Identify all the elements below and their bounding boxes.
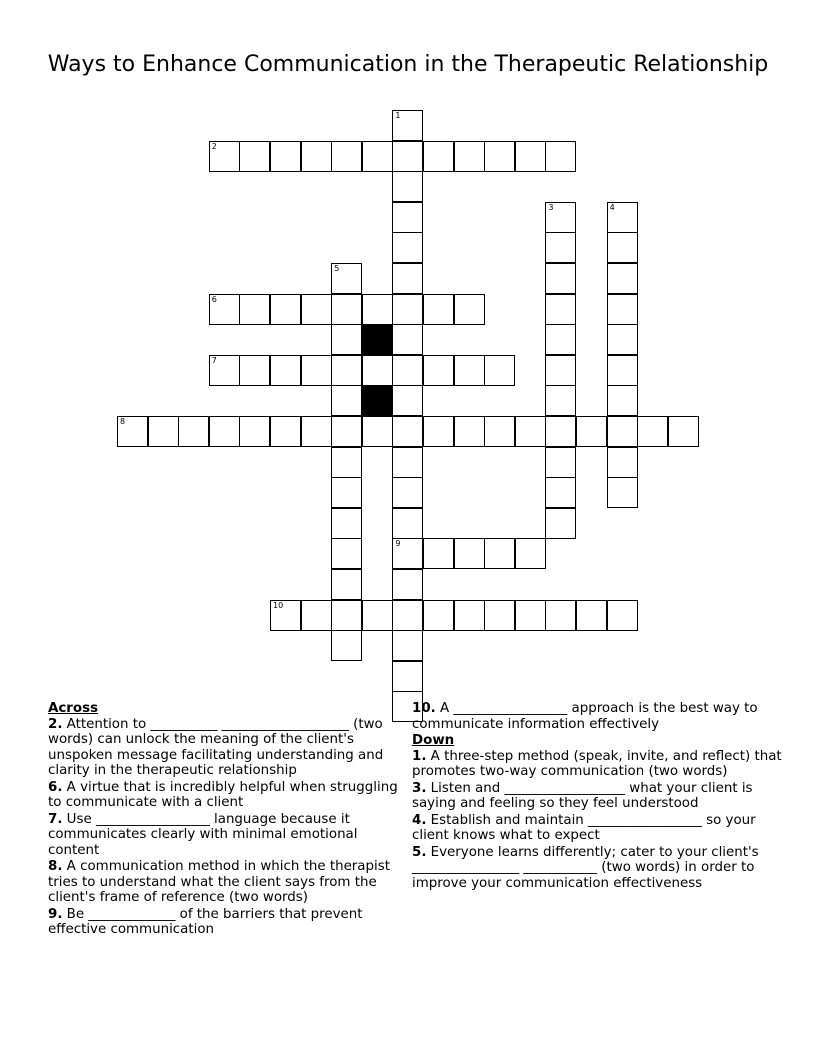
grid-cell[interactable] xyxy=(607,416,638,447)
grid-cell[interactable] xyxy=(454,294,485,325)
grid-cell[interactable] xyxy=(545,416,576,447)
grid-cell[interactable] xyxy=(392,355,423,386)
grid-cell[interactable] xyxy=(392,202,423,233)
grid-cell[interactable] xyxy=(392,232,423,263)
grid-cell[interactable] xyxy=(545,600,576,631)
grid-cell[interactable] xyxy=(209,355,240,386)
grid-cell[interactable] xyxy=(331,600,362,631)
grid-cell[interactable] xyxy=(362,416,393,447)
grid-cell[interactable] xyxy=(545,263,576,294)
grid-cell[interactable] xyxy=(392,477,423,508)
grid-cell[interactable] xyxy=(392,661,423,692)
grid-cell[interactable] xyxy=(545,477,576,508)
grid-cell[interactable] xyxy=(545,508,576,539)
clue-across-2 xyxy=(48,717,408,779)
grid-cell[interactable] xyxy=(270,141,301,172)
across-heading: Across xyxy=(48,701,99,716)
grid-cell[interactable] xyxy=(301,294,332,325)
grid-cell[interactable] xyxy=(270,600,301,631)
clue-number: 5. xyxy=(412,844,427,860)
grid-cell[interactable] xyxy=(239,294,270,325)
clue-down-1 xyxy=(412,749,782,780)
clue-text: Attention to __________ ___________________ (two words) can unlock the meaning of the client's unspoken message facilitating understanding and clarity in the therapeutic relationship xyxy=(48,716,384,778)
grid-cell[interactable] xyxy=(607,324,638,355)
clue-text: A three-step method (speak, invite, and reflect) that promotes two-way communication (two words) xyxy=(412,748,782,779)
grid-cell[interactable] xyxy=(454,416,485,447)
clue-text: Be _____________ of the barriers that prevent effective communication xyxy=(48,906,363,937)
grid-cell[interactable] xyxy=(454,600,485,631)
grid-cell[interactable] xyxy=(607,447,638,478)
grid-cell[interactable] xyxy=(576,416,607,447)
clue-number: 2. xyxy=(48,716,63,732)
grid-cell[interactable] xyxy=(392,447,423,478)
clue-across-6 xyxy=(48,780,408,811)
clue-across-8 xyxy=(48,859,408,906)
grid-cell[interactable] xyxy=(484,600,515,631)
grid-clue-number: 10 xyxy=(273,600,284,610)
grid-cell[interactable] xyxy=(423,355,454,386)
grid-cell[interactable] xyxy=(607,294,638,325)
grid-cell[interactable] xyxy=(423,141,454,172)
clue-number: 7. xyxy=(48,811,63,827)
grid-cell[interactable] xyxy=(301,416,332,447)
grid-cell[interactable] xyxy=(607,232,638,263)
grid-cell[interactable] xyxy=(148,416,179,447)
grid-cell[interactable] xyxy=(331,294,362,325)
grid-cell[interactable] xyxy=(545,141,576,172)
grid-cell[interactable] xyxy=(545,385,576,416)
clue-number: 10. xyxy=(412,701,436,716)
grid-cell[interactable] xyxy=(484,355,515,386)
grid-clue-number: 4 xyxy=(609,202,615,212)
grid-cell[interactable] xyxy=(392,263,423,294)
grid-clue-number: 9 xyxy=(395,539,401,549)
grid-cell[interactable] xyxy=(545,355,576,386)
grid-cell[interactable] xyxy=(607,600,638,631)
clue-number: 9. xyxy=(48,906,63,922)
clues-left-column xyxy=(48,701,408,939)
grid-clue-number: 8 xyxy=(120,417,126,426)
grid-cell[interactable] xyxy=(423,294,454,325)
clue-number: 1. xyxy=(412,748,427,764)
grid-cell[interactable] xyxy=(637,416,668,447)
grid-cell[interactable] xyxy=(545,294,576,325)
grid-block xyxy=(362,324,393,355)
grid-clue-number: 2 xyxy=(211,141,217,151)
grid-cell[interactable] xyxy=(607,263,638,294)
clue-down-3 xyxy=(412,781,782,812)
clue-down-4 xyxy=(412,813,782,844)
grid-clue-number: 5 xyxy=(334,264,340,273)
grid-cell[interactable] xyxy=(331,355,362,386)
grid-cell[interactable] xyxy=(392,569,423,600)
clue-down-5 xyxy=(412,845,782,892)
grid-cell[interactable] xyxy=(209,416,240,447)
grid-cell[interactable] xyxy=(607,385,638,416)
grid-cell[interactable] xyxy=(239,141,270,172)
grid-cell[interactable] xyxy=(392,141,423,172)
grid-cell[interactable] xyxy=(545,324,576,355)
grid-cell[interactable] xyxy=(515,416,546,447)
grid-cell[interactable] xyxy=(362,294,393,325)
grid-cell[interactable] xyxy=(270,416,301,447)
grid-cell[interactable] xyxy=(331,447,362,478)
grid-cell[interactable] xyxy=(392,171,423,202)
down-heading: Down xyxy=(412,733,455,748)
grid-cell[interactable] xyxy=(392,294,423,325)
grid-cell[interactable] xyxy=(484,416,515,447)
grid-cell[interactable] xyxy=(331,416,362,447)
clue-text: A _________________ approach is the best way to communicate information effectively xyxy=(412,701,758,732)
grid-cell[interactable] xyxy=(607,477,638,508)
clue-number: 3. xyxy=(412,780,427,796)
grid-clue-number: 7 xyxy=(211,355,217,365)
grid-cell[interactable] xyxy=(331,385,362,416)
grid-cell[interactable] xyxy=(392,630,423,661)
grid-cell[interactable] xyxy=(331,324,362,355)
grid-cell[interactable] xyxy=(331,630,362,661)
grid-cell[interactable] xyxy=(545,447,576,478)
grid-cell[interactable] xyxy=(331,538,362,569)
clue-across-7 xyxy=(48,812,408,859)
clue-number: 4. xyxy=(412,812,427,828)
grid-cell[interactable] xyxy=(515,141,546,172)
grid-cell[interactable] xyxy=(423,416,454,447)
grid-cell[interactable] xyxy=(668,416,699,447)
grid-cell[interactable] xyxy=(454,538,485,569)
grid-cell[interactable] xyxy=(178,416,209,447)
grid-cell[interactable] xyxy=(301,600,332,631)
grid-cell[interactable] xyxy=(484,141,515,172)
grid-cell[interactable] xyxy=(331,263,362,294)
clue-number: 8. xyxy=(48,859,63,874)
grid-cell[interactable] xyxy=(209,294,240,325)
grid-cell[interactable] xyxy=(209,141,240,172)
clue-across-10 xyxy=(412,701,782,732)
grid-cell[interactable] xyxy=(392,538,423,569)
grid-cell[interactable] xyxy=(607,202,638,233)
clue-text: A virtue that is incredibly helpful when struggling to communicate with a client xyxy=(48,779,398,810)
grid-cell[interactable] xyxy=(362,355,393,386)
grid-cell[interactable] xyxy=(423,538,454,569)
grid-clue-number: 1 xyxy=(395,111,401,120)
clue-text: Establish and maintain _________________ so your client knows what to expect xyxy=(412,812,756,843)
grid-cell[interactable] xyxy=(331,141,362,172)
grid-cell[interactable] xyxy=(331,477,362,508)
grid-cell[interactable] xyxy=(392,110,423,141)
grid-cell[interactable] xyxy=(239,355,270,386)
grid-cell[interactable] xyxy=(392,600,423,631)
grid-cell[interactable] xyxy=(362,600,393,631)
grid-cell[interactable] xyxy=(515,600,546,631)
grid-cell[interactable] xyxy=(331,508,362,539)
grid-cell[interactable] xyxy=(454,355,485,386)
grid-cell[interactable] xyxy=(576,600,607,631)
clue-text: Use _________________ language because it communicates clearly with minimal emotional content xyxy=(48,811,358,858)
grid-cell[interactable] xyxy=(545,232,576,263)
grid-cell[interactable] xyxy=(423,600,454,631)
grid-cell[interactable] xyxy=(392,385,423,416)
grid-cell[interactable] xyxy=(362,141,393,172)
clue-number: 6. xyxy=(48,779,63,795)
grid-cell[interactable] xyxy=(117,416,148,447)
clue-text: Everyone learns differently; cater to your client's ________________ ___________ (two words) in order to improve your communication effectiveness xyxy=(412,844,759,891)
grid-block xyxy=(362,385,393,416)
clues-right-column xyxy=(412,701,782,892)
page-title: Ways to Enhance Communication in the Therapeutic Relationship xyxy=(47,52,769,77)
grid-cell[interactable] xyxy=(545,202,576,233)
grid-cell[interactable] xyxy=(301,355,332,386)
grid-cell[interactable] xyxy=(392,508,423,539)
grid-cell[interactable] xyxy=(454,141,485,172)
grid-cell[interactable] xyxy=(331,569,362,600)
grid-cell[interactable] xyxy=(515,538,546,569)
grid-clue-number: 3 xyxy=(548,202,554,212)
grid-clue-number: 6 xyxy=(211,294,217,304)
grid-cell[interactable] xyxy=(301,141,332,172)
grid-cell[interactable] xyxy=(392,416,423,447)
grid-cell[interactable] xyxy=(270,294,301,325)
clue-across-9 xyxy=(48,907,408,938)
grid-cell[interactable] xyxy=(270,355,301,386)
clue-text: A communication method in which the therapist tries to understand what the client says from the client's frame of reference (two words) xyxy=(48,859,390,905)
clue-text: Listen and __________________ what your client is saying and feeling so they feel understood xyxy=(412,780,753,811)
grid-cell[interactable] xyxy=(484,538,515,569)
grid-cell[interactable] xyxy=(239,416,270,447)
grid-cell[interactable] xyxy=(392,324,423,355)
grid-cell[interactable] xyxy=(607,355,638,386)
